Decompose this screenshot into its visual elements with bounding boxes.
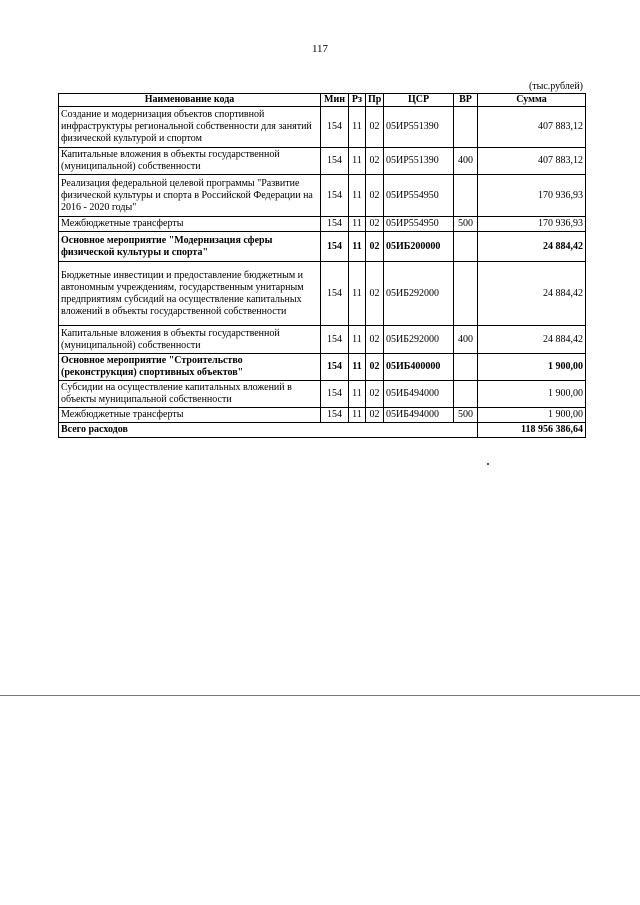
table-row [59, 175, 586, 217]
row-rz: 11 [349, 107, 366, 148]
row-rz: 11 [349, 217, 366, 232]
scan-edge-line [0, 695, 640, 696]
col-header-sum: Сумма [478, 94, 586, 107]
row-vr: 500 [454, 217, 478, 232]
table-row [59, 217, 586, 232]
scan-speck [487, 463, 489, 465]
table-row [59, 326, 586, 354]
row-csr: 05ИБ494000 [384, 408, 454, 423]
row-vr: 400 [454, 326, 478, 354]
row-min: 154 [321, 381, 349, 408]
col-header-pr: Пр [366, 94, 384, 107]
row-sum: 170 936,93 [478, 217, 586, 232]
row-pr: 02 [366, 107, 384, 148]
row-min: 154 [321, 408, 349, 423]
col-header-rz: Рз [349, 94, 366, 107]
budget-table [58, 93, 586, 438]
table-row [59, 232, 586, 262]
table-header-row [59, 94, 586, 107]
row-rz: 11 [349, 175, 366, 217]
page-number: 117 [311, 43, 329, 55]
row-name: Межбюджетные трансферты [59, 217, 321, 232]
row-csr: 05ИБ494000 [384, 381, 454, 408]
row-sum: 407 883,12 [478, 107, 586, 148]
row-min: 154 [321, 232, 349, 262]
row-vr: 500 [454, 408, 478, 423]
table-row [59, 148, 586, 175]
total-label: Всего расходов [59, 423, 478, 438]
row-csr: 05ИР554950 [384, 175, 454, 217]
row-csr: 05ИР554950 [384, 217, 454, 232]
row-vr [454, 262, 478, 326]
row-pr: 02 [366, 148, 384, 175]
row-pr: 02 [366, 408, 384, 423]
col-header-csr: ЦСР [384, 94, 454, 107]
row-name: Реализация федеральной целевой программы "Развитие физической культуры и спорта в Российской Федерации на 2016 - 2020 годы" [59, 175, 321, 217]
row-rz: 11 [349, 354, 366, 381]
row-name: Межбюджетные трансферты [59, 408, 321, 423]
row-csr: 05ИБ292000 [384, 262, 454, 326]
row-sum: 1 900,00 [478, 354, 586, 381]
row-vr [454, 107, 478, 148]
table-row [59, 381, 586, 408]
row-name: Основное мероприятие "Модернизация сферы физической культуры и спорта" [59, 232, 321, 262]
row-vr [454, 232, 478, 262]
col-header-min: Мин [321, 94, 349, 107]
row-min: 154 [321, 262, 349, 326]
row-rz: 11 [349, 381, 366, 408]
row-name: Капитальные вложения в объекты государственной (муниципальной) собственности [59, 148, 321, 175]
table-row [59, 408, 586, 423]
total-sum: 118 956 386,64 [478, 423, 586, 438]
row-sum: 1 900,00 [478, 408, 586, 423]
row-rz: 11 [349, 408, 366, 423]
row-rz: 11 [349, 262, 366, 326]
row-sum: 24 884,42 [478, 326, 586, 354]
row-sum: 1 900,00 [478, 381, 586, 408]
row-rz: 11 [349, 148, 366, 175]
total-row [59, 423, 586, 438]
row-csr: 05ИР551390 [384, 107, 454, 148]
row-pr: 02 [366, 326, 384, 354]
row-min: 154 [321, 148, 349, 175]
row-sum: 24 884,42 [478, 232, 586, 262]
units-label: (тыс.рублей) [528, 81, 583, 92]
row-min: 154 [321, 354, 349, 381]
row-name: Капитальные вложения в объекты государственной (муниципальной) собственности [59, 326, 321, 354]
row-name: Основное мероприятие "Строительство (реконструкция) спортивных объектов" [59, 354, 321, 381]
row-name: Создание и модернизация объектов спортивной инфраструктуры региональной собственности для занятий физической культурой и спортом [59, 107, 321, 148]
row-min: 154 [321, 107, 349, 148]
row-pr: 02 [366, 175, 384, 217]
row-min: 154 [321, 326, 349, 354]
row-min: 154 [321, 175, 349, 217]
row-csr: 05ИБ292000 [384, 326, 454, 354]
row-sum: 170 936,93 [478, 175, 586, 217]
table-row [59, 107, 586, 148]
row-pr: 02 [366, 381, 384, 408]
col-header-name: Наименование кода [59, 94, 321, 107]
row-vr: 400 [454, 148, 478, 175]
row-pr: 02 [366, 262, 384, 326]
row-sum: 24 884,42 [478, 262, 586, 326]
row-vr [454, 175, 478, 217]
row-rz: 11 [349, 326, 366, 354]
row-csr: 05ИБ400000 [384, 354, 454, 381]
table-row [59, 262, 586, 326]
row-sum: 407 883,12 [478, 148, 586, 175]
row-name: Субсидии на осуществление капитальных вложений в объекты муниципальной собственности [59, 381, 321, 408]
row-pr: 02 [366, 232, 384, 262]
row-pr: 02 [366, 354, 384, 381]
row-vr [454, 354, 478, 381]
table-row [59, 354, 586, 381]
col-header-vr: ВР [454, 94, 478, 107]
row-vr [454, 381, 478, 408]
row-csr: 05ИР551390 [384, 148, 454, 175]
row-csr: 05ИБ200000 [384, 232, 454, 262]
row-rz: 11 [349, 232, 366, 262]
row-min: 154 [321, 217, 349, 232]
row-pr: 02 [366, 217, 384, 232]
row-name: Бюджетные инвестиции и предоставление бюджетным и автономным учреждениям, государственным унитарным предприятиям субсидий на осуществление капитальных вложений в объекты государственной собственности [59, 262, 321, 326]
